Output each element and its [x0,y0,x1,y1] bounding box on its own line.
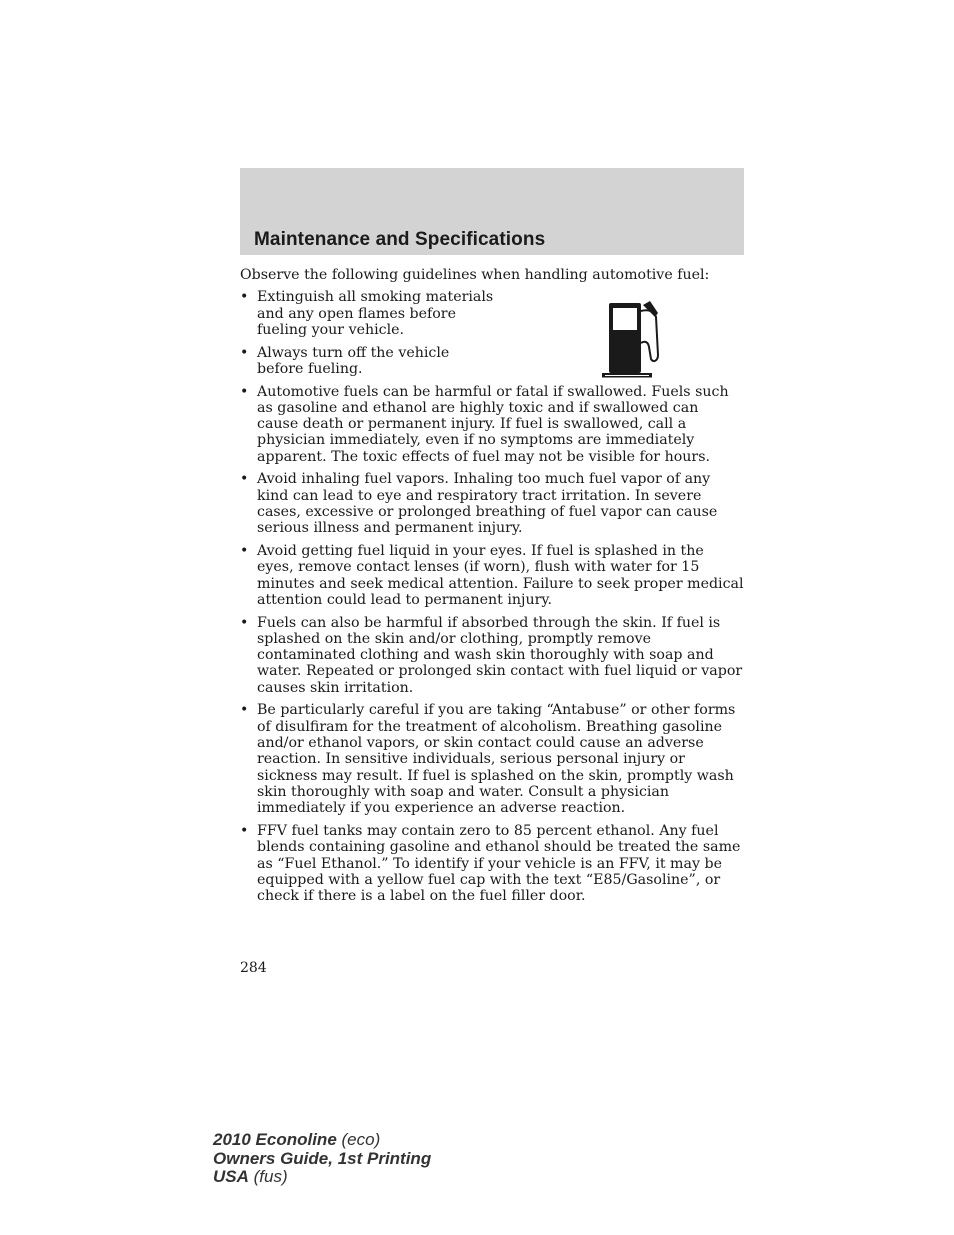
footer-line-guide [213,1150,431,1169]
section-title: Maintenance and Specifications [254,229,546,250]
guideline-list [240,289,744,904]
footer-model: 2010 Econoline [213,1130,337,1149]
list-item-text: Automotive fuels can be harmful or fatal if swallowed. Fuels such as gasoline and ethanol are highly toxic and if swallowed can cause death or permanent injury. If fuel is swallowed, call a physician immediately, even if no symptoms are immediately apparent. The toxic effects of fuel may not be visible for hours. [257,383,729,465]
list-item [240,702,744,816]
bullet-marker: • [240,614,249,631]
intro-paragraph: Observe the following guidelines when handling automotive fuel: [240,267,710,283]
list-item [240,289,744,338]
list-item-text: Extinguish all smoking materials and any open flames before fueling your vehicle. [257,289,494,338]
footer-region: USA [213,1167,249,1186]
footer-model-code: (eco) [336,1130,381,1149]
bullet-marker: • [240,344,249,361]
section-header-band [240,168,744,255]
list-item [240,345,744,378]
list-item-text: Avoid getting fuel liquid in your eyes. If fuel is splashed in the eyes, remove contact lenses (if worn), flush with water for 15 minutes and seek medical attention. Failure to seek proper medical attention could lead to permanent injury. [257,543,744,608]
list-item [240,471,744,536]
list-item [240,823,744,904]
footer-imprint [213,1131,431,1187]
bullet-marker: • [240,702,249,719]
footer-region-code: (fus) [248,1167,288,1186]
bullet-marker: • [240,822,249,839]
footer-guide: Owners Guide, 1st Printing [213,1148,432,1168]
list-item-text: Always turn off the vehicle before fueling. [257,344,450,377]
list-item [240,543,744,608]
list-item [240,615,744,696]
body-content [240,267,744,911]
list-item-text: Be particularly careful if you are taking “Antabuse” or other forms of disulfiram for the treatment of alcoholism. Breathing gasoline and/or ethanol vapors, or skin contact could cause an adverse reaction. In sensitive individuals, serious personal injury or sickness may result. If fuel is splashed on the skin, promptly wash skin thoroughly with soap and water. Consult a physician immediately if you experience an adverse reaction. [257,702,736,817]
footer-line-region [213,1168,431,1187]
bullet-marker: • [240,471,249,488]
page-number: 284 [240,960,267,976]
bullet-marker: • [240,383,249,400]
bullet-marker: • [240,289,249,306]
list-item-text: Fuels can also be harmful if absorbed through the skin. If fuel is splashed on the skin and/or clothing, promptly remove contaminated clothing and wash skin thoroughly with soap and water. Repeated or prolonged skin contact with fuel liquid or vapor causes skin irritation. [257,614,743,696]
bullet-marker: • [240,543,249,560]
list-item-text: FFV fuel tanks may contain zero to 85 percent ethanol. Any fuel blends containing gasoline and ethanol should be treated the same as “Fuel Ethanol.” To identify if your vehicle is an FFV, it may be equipped with a yellow fuel cap with the text “E85/Gasoline”, or check if there is a label on the fuel filler door. [257,822,741,905]
list-item-text: Avoid inhaling fuel vapors. Inhaling too much fuel vapor of any kind can lead to eye and respiratory tract irritation. In severe cases, excessive or prolonged breathing of fuel vapor can cause serious illness and permanent injury. [257,471,718,537]
footer-line-model [213,1131,431,1150]
list-item [240,384,744,465]
